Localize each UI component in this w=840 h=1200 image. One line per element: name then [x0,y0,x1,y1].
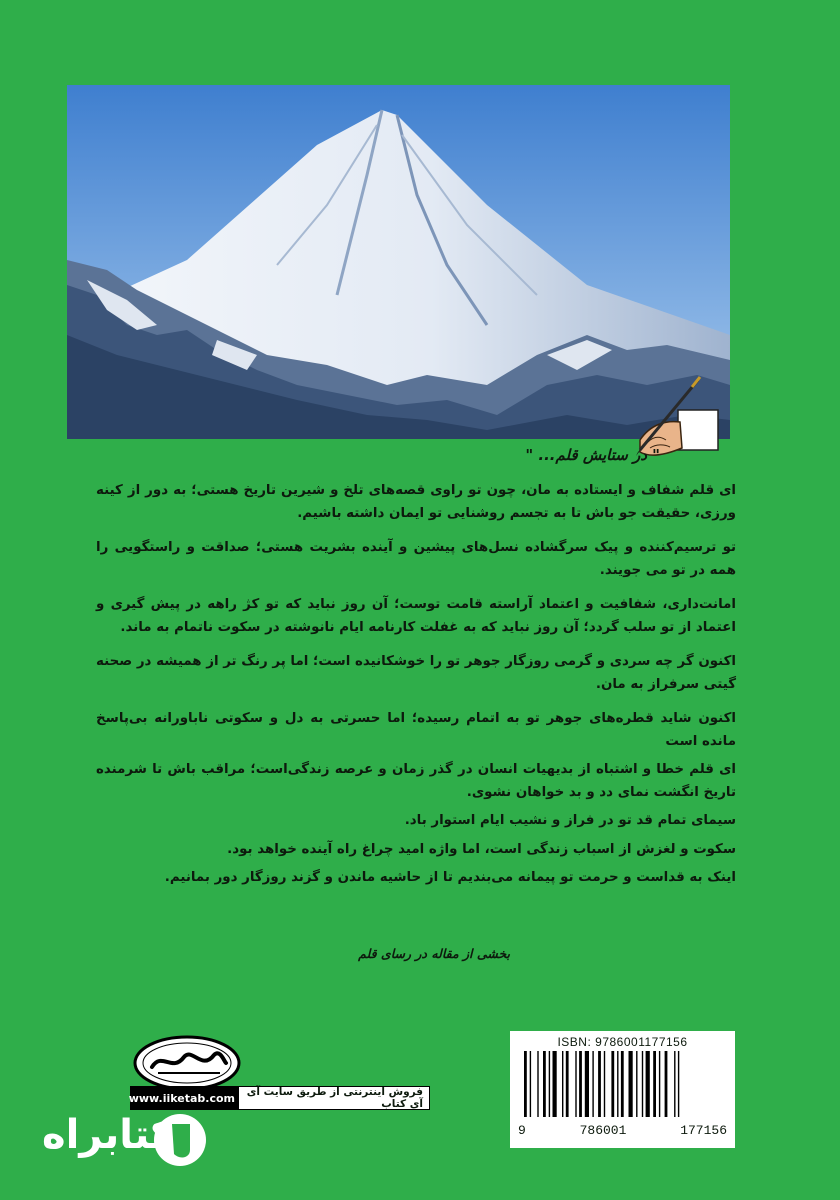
paragraph: ای قلم خطا و اشتباه از بدیهیات انسان در گذر زمان و عرصه زندگی‌است؛ مراقب باش تا شرمنده تاریخ انگشت نمای دد و بد خواهان نشوی. [96,762,736,800]
paragraph: اکنون شاید قطره‌های جوهر تو به اتمام رسیده؛ اما حسرتی به دل و سکوتی ناباورانه بی‌پاسخ مانده است [96,711,736,749]
paragraph: اینک به قداست و حرمت تو پیمانه می‌بندیم تا از حاشیه ماندن و گزند روزگار دور بمانیم. [164,870,736,885]
barcode-bar [553,1051,557,1117]
paragraph: سیمای تمام قد تو در فراز و نشیب ایام استوار باد. [404,813,736,828]
barcode-bar [524,1051,527,1117]
store-url[interactable]: www.iiketab.com [131,1087,239,1109]
isbn-barcode [510,1031,735,1148]
watermark-text: کتابراه [42,1112,174,1158]
barcode-bar [585,1051,589,1117]
barcode-bar [604,1051,605,1117]
barcode-bar [575,1051,576,1117]
barcode-bar [636,1051,637,1117]
barcode-bar [678,1051,679,1117]
barcode-bar [579,1051,582,1117]
barcode-digit-group: 786001 [579,1123,627,1138]
article-credit: بخشی از مقاله در رسای قلم [358,946,510,961]
body-text [96,480,736,896]
barcode-bar [611,1051,614,1117]
barcode-bar [665,1051,668,1117]
barcode-bar [543,1051,546,1117]
barcode-bar [642,1051,643,1117]
barcode-bar [674,1051,675,1117]
barcode-bar [653,1051,656,1117]
paragraph: امانت‌داری، شفافیت و اعتماد آراسته قامت توست؛ آن روز نباید که تو کژ راهه در پیش گیری و اعتماد از تو سلب گردد؛ آن روز نباید که به غفلت کارنامه ایام نانوشته در سکوت ناتمام به ماند. [96,597,736,635]
barcode-bar [549,1051,550,1117]
barcode-bar [659,1051,660,1117]
barcode-digit-group: 177156 [680,1123,727,1138]
barcode-bars [518,1049,727,1119]
paragraph: تو ترسیم‌کننده و پیک سرگشاده نسل‌های پیشین و آینده بشریت هستی؛ صداقت و راستگویی را همه در تو می جویند. [96,540,736,578]
barcode-bar [592,1051,593,1117]
barcode-bar [562,1051,563,1117]
paragraph: اکنون گر چه سردی و گرمی روزگار جوهر تو را خوشکانیده است؛ اما پر رنگ تر از همیشه در صحنه گیتی سرفراز به مان. [96,654,736,692]
barcode-digit-group: 9 [518,1123,526,1138]
paragraph: ای قلم شفاف و ایستاده به مان، چون تو راوی قصه‌های تلخ و شیرین تاریخ هستی؛ به دور از کینه ورزی، حقیقت جو باش تا به تجسم روشنایی تو ایمان داشته باشیم. [96,483,736,521]
barcode-bar [537,1051,538,1117]
isbn-label: ISBN: 9786001177156 [557,1035,688,1049]
barcode-bar [530,1051,531,1117]
barcode-bar [646,1051,650,1117]
barcode-bar [621,1051,624,1117]
barcode-bar [617,1051,618,1117]
barcode-bar [566,1051,569,1117]
store-text: فروش اینترنتی از طریق سایت آی آی کتاب [239,1087,429,1109]
section-caption: " در ستایش قلم... " [525,446,660,464]
barcode-digits [518,1123,727,1138]
barcode-bar [598,1051,601,1117]
barcode-bar [629,1051,633,1117]
paragraph: سکوت و لغزش از اسباب زندگی است، اما واژه امید چراغ راه آینده خواهد بود. [227,841,736,857]
